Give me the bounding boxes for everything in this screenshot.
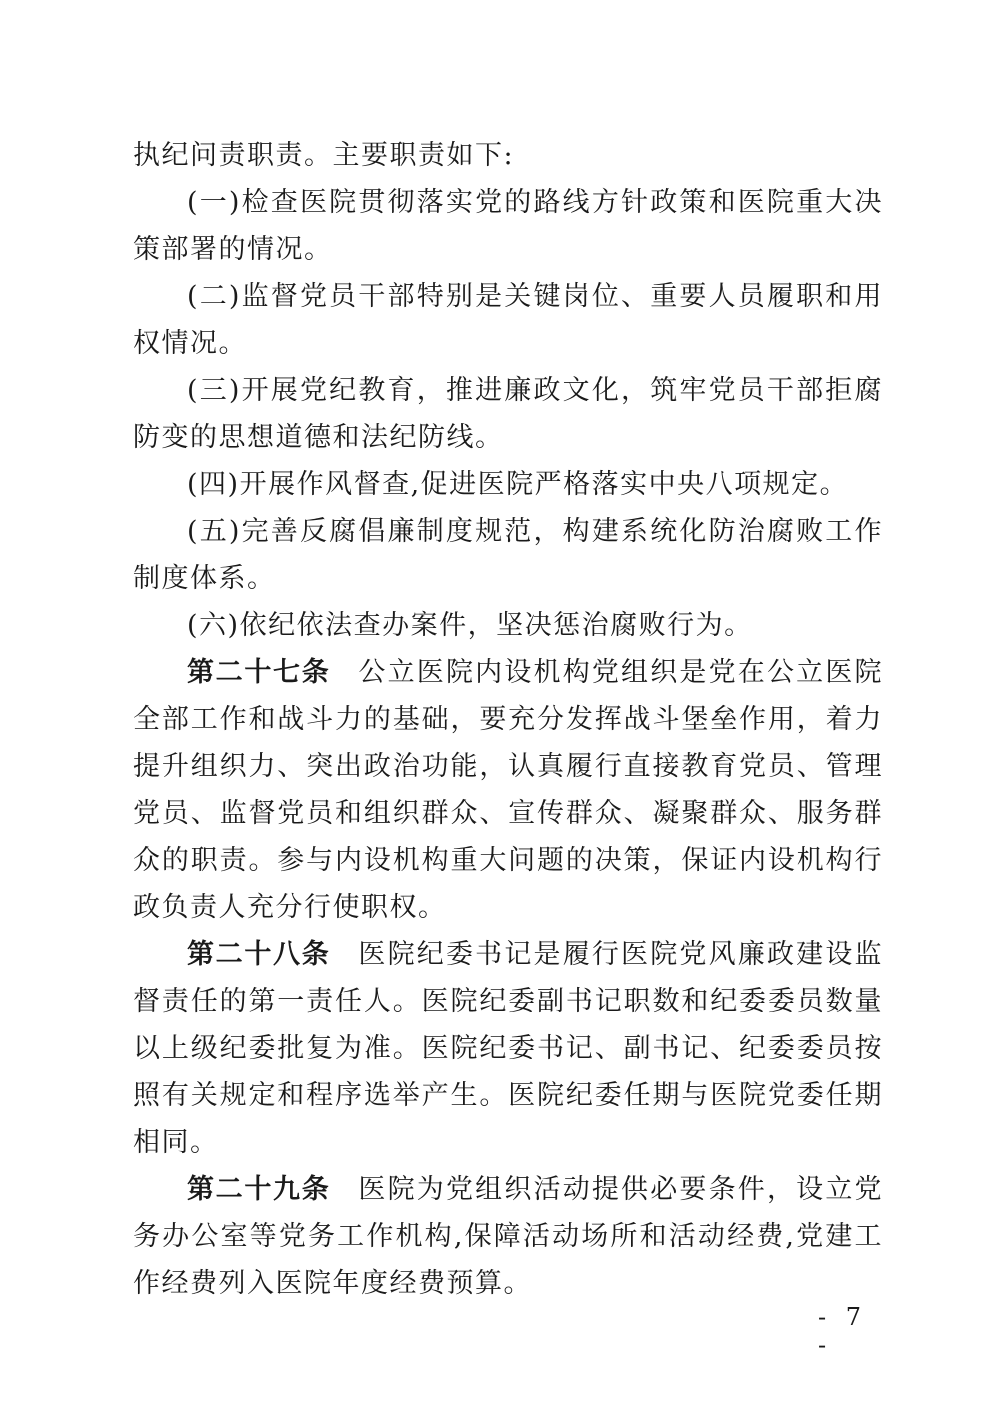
paragraph-text: (三)开展党纪教育，推进廉政文化，筑牢党员干部拒腐防变的思想道德和法纪防线。 (133, 375, 883, 453)
article-paragraph (133, 649, 883, 931)
article-paragraph (133, 1166, 883, 1307)
page-number: - 7 - (818, 1303, 868, 1359)
article-heading: 第二十九条 (187, 1174, 331, 1205)
paragraph-text: (二)监督党员干部特别是关键岗位、重要人员履职和用权情况。 (133, 281, 883, 359)
paragraph-text: (六)依纪依法查办案件，坚决惩治腐败行为。 (187, 610, 753, 641)
paragraph-text: 医院为党组织活动提供必要条件，设立党务办公室等党务工作机构,保障活动场所和活动经费,党建工作经费列入医院年度经费预算。 (133, 1174, 884, 1299)
paragraph-text: 公立医院内设机构党组织是党在公立医院全部工作和战斗力的基础，要充分发挥战斗堡垒作用，着力提升组织力、突出政治功能，认真履行直接教育党员、管理党员、监督党员和组织群众、宣传群众、凝聚群众、服务群众的职责。参与内设机构重大问题的决策，保证内设机构行政负责人充分行使职权。 (133, 657, 884, 923)
article-heading: 第二十八条 (187, 939, 331, 970)
article-heading: 第二十七条 (187, 657, 331, 688)
paragraph (133, 461, 883, 508)
paragraph-text: (五)完善反腐倡廉制度规范，构建系统化防治腐败工作制度体系。 (133, 516, 883, 594)
paragraph (133, 132, 883, 179)
paragraph-text: 医院纪委书记是履行医院党风廉政建设监督责任的第一责任人。医院纪委副书记职数和纪委委员数量以上级纪委批复为准。医院纪委书记、副书记、纪委委员按照有关规定和程序选举产生。医院纪委任期与医院党委任期相同。 (133, 939, 884, 1158)
paragraph (133, 179, 883, 273)
paragraph (133, 602, 883, 649)
paragraph-text: 执纪问责职责。主要职责如下: (133, 140, 515, 171)
paragraph-text: (四)开展作风督查,促进医院严格落实中央八项规定。 (187, 469, 849, 500)
paragraph-text: (一)检查医院贯彻落实党的路线方针政策和医院重大决策部署的情况。 (133, 187, 883, 265)
paragraph (133, 367, 883, 461)
article-paragraph (133, 931, 883, 1166)
document-body (133, 132, 883, 1307)
paragraph (133, 273, 883, 367)
paragraph (133, 508, 883, 602)
